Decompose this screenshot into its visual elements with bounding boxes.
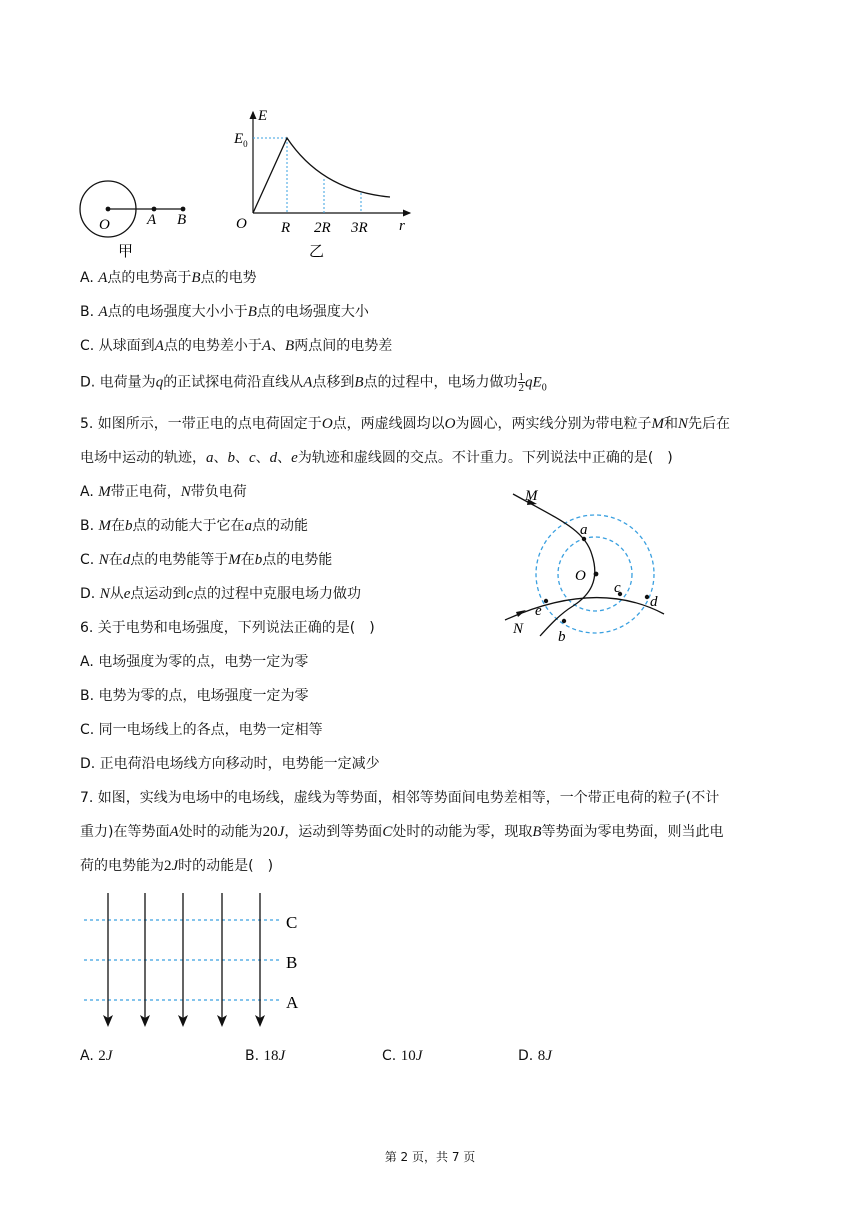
math-symbol: A xyxy=(169,824,179,840)
math-symbol: J xyxy=(171,858,179,874)
math-symbol: b xyxy=(227,450,235,466)
arrow-n xyxy=(516,610,526,617)
stem-text: 、 xyxy=(213,450,228,466)
origin-label: O xyxy=(236,216,247,232)
number: 20 xyxy=(262,824,278,840)
point-e5 xyxy=(544,599,548,603)
math-symbol: M xyxy=(651,416,664,432)
option-text: 两点间的电势差 xyxy=(294,338,393,354)
option-prefix: D. 电荷量为 xyxy=(80,374,156,391)
math-symbol: b xyxy=(254,552,263,568)
option-prefix: B. xyxy=(245,1048,264,1064)
label-n: N xyxy=(513,621,524,637)
math-symbol: M xyxy=(98,484,111,500)
tick-2r: 2R xyxy=(314,220,331,236)
number: 2 xyxy=(164,858,172,874)
option-prefix: A. xyxy=(80,270,99,286)
label-o5: O xyxy=(575,568,586,584)
option-prefix: C. xyxy=(382,1048,401,1064)
option-text: 、 xyxy=(271,338,286,354)
q7-stem-line-1: 7. 如图，实线为电场中的电场线，虚线为等势面，相邻等势面间电势差相等，一个带正电荷的粒子(不计 xyxy=(80,790,720,806)
tick-r: R xyxy=(281,220,291,236)
stem-text: ，运动到等势面 xyxy=(284,824,383,840)
math-symbol: J xyxy=(277,824,285,840)
label-b7: B xyxy=(286,953,298,972)
q5-option-c[interactable] xyxy=(80,550,332,570)
q7-stem-line-2 xyxy=(80,822,724,842)
math-symbol: A xyxy=(98,304,108,320)
option-text: 点的过程中，电场力做功 xyxy=(363,374,518,391)
axis-label-e: E xyxy=(258,108,268,124)
option-prefix: A. xyxy=(80,484,99,500)
math-symbol: a xyxy=(206,450,214,466)
stem-text: 为圆心，两实线分别为带电粒子 xyxy=(455,416,652,432)
stem-text: 先后在 xyxy=(688,416,731,432)
option-text: 点的电势高于 xyxy=(107,270,192,286)
number: 18 xyxy=(263,1048,279,1064)
label-m: M xyxy=(525,488,538,504)
q4-option-d[interactable] xyxy=(80,372,547,398)
math-symbol: N xyxy=(98,552,109,568)
stem-text: 、 xyxy=(255,450,270,466)
option-prefix: B. xyxy=(80,518,99,534)
q5-stem-line-1 xyxy=(80,414,730,434)
option-prefix: A. xyxy=(80,1048,99,1064)
q7-option-a[interactable] xyxy=(80,1046,112,1066)
option-text: 带负电荷 xyxy=(190,484,247,500)
option-text: 点的动能大于它在 xyxy=(132,518,245,534)
math-symbol: N xyxy=(99,586,110,602)
math-symbol: B xyxy=(191,270,201,286)
caption-yi: 乙 xyxy=(309,244,325,260)
option-text: 带正电荷， xyxy=(110,484,181,500)
fraction-numerator: 1 xyxy=(518,371,525,383)
q5-option-b[interactable] xyxy=(80,516,308,536)
option-text: 点的过程中克服电场力做功 xyxy=(193,586,362,602)
caption-jia: 甲 xyxy=(118,244,134,260)
point-b xyxy=(181,207,186,212)
math-symbol: A xyxy=(98,270,108,286)
option-prefix: D. xyxy=(80,586,100,602)
axis-label-r: r xyxy=(399,218,405,234)
stem-text: 处时的动能为 xyxy=(178,824,263,840)
option-text: 点运动到 xyxy=(130,586,187,602)
math-symbol: A xyxy=(261,338,272,354)
q4-option-c[interactable] xyxy=(80,336,392,356)
q4-option-b[interactable] xyxy=(80,302,369,322)
math-symbol: d xyxy=(269,450,278,466)
math-symbol: A xyxy=(303,374,313,391)
fraction xyxy=(518,372,526,393)
option-text: 在 xyxy=(111,518,126,534)
q6-stem: 6. 关于电势和电场强度，下列说法正确的是( ) xyxy=(80,620,375,636)
math-symbol: b xyxy=(125,518,133,534)
label-c5: c xyxy=(614,580,621,596)
math-symbol: J xyxy=(415,1048,423,1064)
math-symbol: c xyxy=(249,450,256,466)
math-symbol: B xyxy=(285,338,295,354)
math-symbol: M xyxy=(228,552,241,568)
option-prefix: C. 从球面到 xyxy=(80,338,155,354)
math-symbol: J xyxy=(278,1048,286,1064)
trajectory-n xyxy=(505,598,664,620)
stem-text: 荷的电势能为 xyxy=(80,858,164,874)
q7-option-d[interactable] xyxy=(518,1046,552,1066)
option-prefix: B. xyxy=(80,304,99,320)
option-text: 从 xyxy=(109,586,124,602)
math-symbol: J xyxy=(105,1048,113,1064)
option-text: 点的电势能等于 xyxy=(130,552,229,568)
option-text: 点的电势差小于 xyxy=(163,338,262,354)
option-text: 点的电场强度大小小于 xyxy=(107,304,248,320)
q7-option-b[interactable] xyxy=(245,1046,285,1066)
label-d5: d xyxy=(650,594,658,610)
stem-text: 等势面为零电势面，则当此电 xyxy=(541,824,724,840)
math-symbol: d xyxy=(122,552,131,568)
math-symbol: O xyxy=(444,416,456,432)
tick-3r: 3R xyxy=(351,220,368,236)
stem-text: 5. 如图所示，一带正电的点电荷固定于 xyxy=(80,416,322,432)
number: 2 xyxy=(98,1048,106,1064)
e0-label: $E_0$ xyxy=(234,131,248,149)
stem-text: 重力)在等势面 xyxy=(80,824,170,840)
q5-option-a[interactable] xyxy=(80,482,247,502)
option-text: 点移到 xyxy=(312,374,355,391)
math-symbol: B xyxy=(532,824,542,840)
option-prefix: C. xyxy=(80,552,99,568)
option-text: 点的电势 xyxy=(200,270,257,286)
q7-stem-line-3 xyxy=(80,856,273,876)
fraction-denominator: 2 xyxy=(518,382,525,394)
math-symbol: O xyxy=(321,416,333,432)
label-a: A xyxy=(147,212,157,228)
option-prefix: D. xyxy=(518,1048,538,1064)
math-symbol: J xyxy=(545,1048,552,1064)
label-a5: a xyxy=(580,522,588,538)
e-curve xyxy=(253,138,390,213)
stem-text: 为轨迹和虚线圆的交点。不计重力。下列说法中正确的是( ) xyxy=(297,450,673,466)
math-symbol: q xyxy=(155,374,164,391)
q6-option-c[interactable]: C. 同一电场线上的各点，电势一定相等 xyxy=(80,722,323,738)
trajectory-m xyxy=(513,494,595,636)
point-b5 xyxy=(562,619,566,623)
point-d5 xyxy=(645,595,649,599)
figure-q7 xyxy=(84,893,299,1027)
q5-option-d[interactable] xyxy=(80,584,361,604)
math-subscript: 0 xyxy=(541,382,547,394)
point-o xyxy=(106,207,111,212)
math-symbol: A xyxy=(154,338,164,354)
number: 8 xyxy=(537,1048,546,1064)
q7-option-c[interactable] xyxy=(382,1046,422,1066)
math-symbol: M xyxy=(98,518,112,534)
stem-text: 、 xyxy=(235,450,249,466)
math-symbol: N xyxy=(180,484,191,500)
page-footer: 第 2 页，共 7 页 xyxy=(384,1150,476,1164)
diagram-jia xyxy=(80,181,186,260)
option-text: 的正试探电荷沿直线从 xyxy=(163,374,304,391)
q4-option-a[interactable] xyxy=(80,268,257,288)
graph-yi xyxy=(233,108,410,260)
option-text: 点的动能 xyxy=(252,518,309,534)
math-symbol: e xyxy=(123,586,131,602)
math-symbol: N xyxy=(678,416,689,432)
stem-text: 和 xyxy=(664,416,678,432)
stem-text: 时的动能是( ) xyxy=(178,858,274,874)
point-a xyxy=(152,207,157,212)
stem-text: 处时的动能为零，现取 xyxy=(392,824,533,840)
stem-text: 点，两虚线圆均以 xyxy=(332,416,445,432)
stem-text: 、 xyxy=(277,450,292,466)
label-e5: e xyxy=(535,603,542,619)
q5-stem-line-2 xyxy=(80,448,673,468)
label-o: O xyxy=(99,217,110,233)
stem-text: 电场中运动的轨迹， xyxy=(80,450,206,466)
option-text: 在 xyxy=(240,552,255,568)
math-symbol: qE xyxy=(525,374,542,391)
label-b5: b xyxy=(558,629,566,645)
label-a7: A xyxy=(286,993,299,1012)
math-symbol: B xyxy=(354,374,364,391)
number: 10 xyxy=(400,1048,416,1064)
math-symbol: a xyxy=(244,518,253,534)
math-symbol: c xyxy=(186,586,194,602)
option-text: 点的电场强度大小 xyxy=(256,304,369,320)
math-symbol: C xyxy=(382,824,393,840)
option-text: 点的电势能 xyxy=(262,552,333,568)
label-c7: C xyxy=(286,913,298,932)
math-symbol: e xyxy=(291,450,298,466)
q6-option-b[interactable]: B. 电势为零的点，电场强度一定为零 xyxy=(80,688,309,704)
option-text: 在 xyxy=(108,552,123,568)
math-symbol: B xyxy=(247,304,257,320)
label-b: B xyxy=(177,212,187,228)
figure-q5 xyxy=(505,488,664,645)
q6-option-a[interactable]: A. 电场强度为零的点，电势一定为零 xyxy=(80,654,309,670)
q6-option-d[interactable]: D. 正电荷沿电场线方向移动时，电势能一定减少 xyxy=(80,756,380,772)
